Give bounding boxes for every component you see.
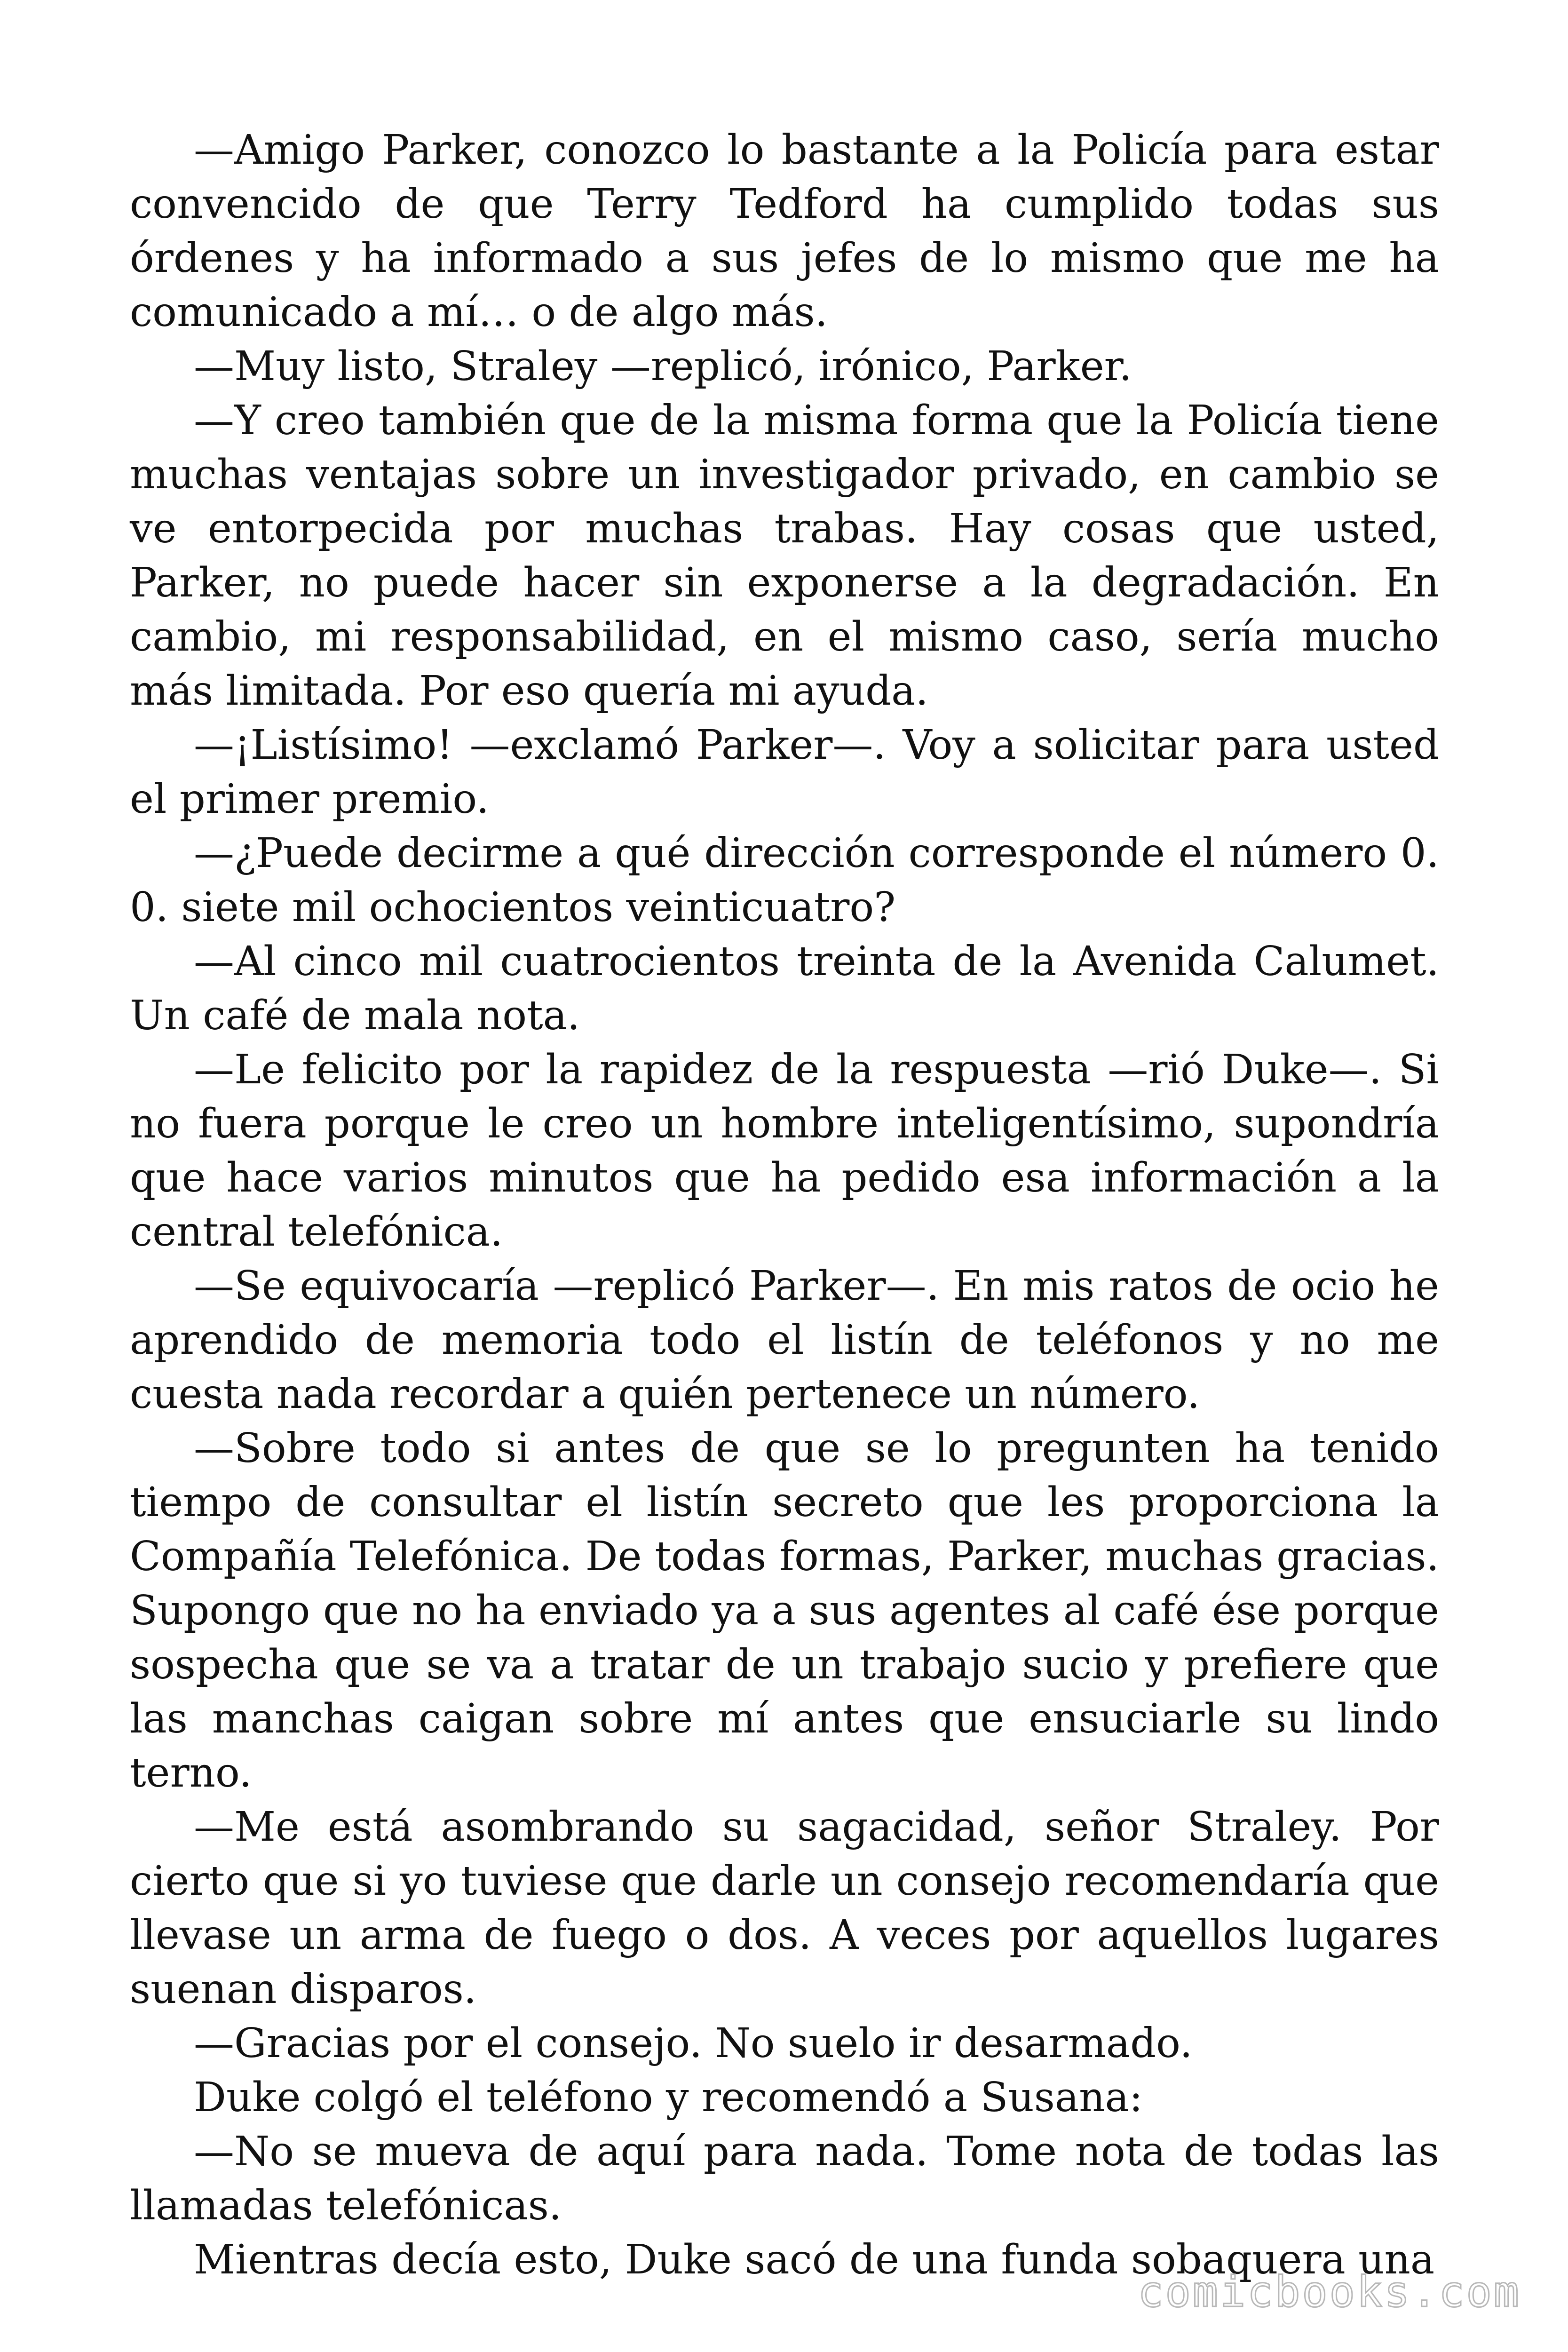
paragraph: —Sobre todo si antes de que se lo pregunten ha tenido tiempo de consultar el listín secreto que les proporciona la Compañía Telefónica. De todas formas, Parker, muchas gracias. Supongo que no ha enviado ya a sus agentes al café ése porque sospecha que se va a tratar de un trabajo sucio y prefiere que las manchas caigan sobre mí antes que ensuciarle su lindo terno. xyxy=(130,1425,1439,1796)
paragraph: —Y creo también que de la misma forma que la Policía tiene muchas ventajas sobre un investigador privado, en cambio se ve entorpecida por muchas trabas. Hay cosas que usted, Parker, no puede hacer sin exponerse a la degradación. En cambio, mi responsabilidad, en el mismo caso, sería mucho más limitada. Por eso quería mi ayuda. xyxy=(130,397,1439,715)
paragraph: —No se mueva de aquí para nada. Tome nota de todas las llamadas telefónicas. xyxy=(130,2128,1439,2229)
paragraph: —¡Listísimo! —exclamó Parker—. Voy a solicitar para usted el primer premio. xyxy=(130,722,1439,823)
paragraph: Duke colgó el teléfono y recomendó a Susana: xyxy=(194,2074,1143,2121)
paragraph: —Amigo Parker, conozco lo bastante a la Policía para estar convencido de que Terry Tedford ha cumplido todas sus órdenes y ha informado a sus jefes de lo mismo que me ha comunicado a mí… o de algo más. xyxy=(130,127,1439,336)
paragraph: —Muy listo, Straley —replicó, irónico, Parker. xyxy=(194,343,1132,390)
watermark: comicbooks.com xyxy=(1138,2267,1521,2317)
paragraph: —Gracias por el consejo. No suelo ir desarmado. xyxy=(194,2020,1193,2067)
paragraph: —Me está asombrando su sagacidad, señor Straley. Por cierto que si yo tuviese que darle un consejo recomendaría que llevase un arma de fuego o dos. A veces por aquellos lugares suenan disparos. xyxy=(130,1804,1439,2013)
paragraph: —Al cinco mil cuatrocientos treinta de la Avenida Calumet. Un café de mala nota. xyxy=(130,938,1439,1039)
page-body xyxy=(130,123,1439,2287)
paragraph: —Se equivocaría —replicó Parker—. En mis ratos de ocio he aprendido de memoria todo el listín de teléfonos y no me cuesta nada recordar a quién pertenece un número. xyxy=(130,1263,1439,1418)
paragraph: Mientras decía esto, Duke sacó de una funda sobaquera una xyxy=(194,2236,1435,2283)
paragraph: —¿Puede decirme a qué dirección corresponde el número 0. 0. siete mil ochocientos veinticuatro? xyxy=(130,830,1439,931)
paragraph: —Le felicito por la rapidez de la respuesta —rió Duke—. Si no fuera porque le creo un hombre inteligentísimo, supondría que hace varios minutos que ha pedido esa información a la central telefónica. xyxy=(130,1046,1439,1255)
